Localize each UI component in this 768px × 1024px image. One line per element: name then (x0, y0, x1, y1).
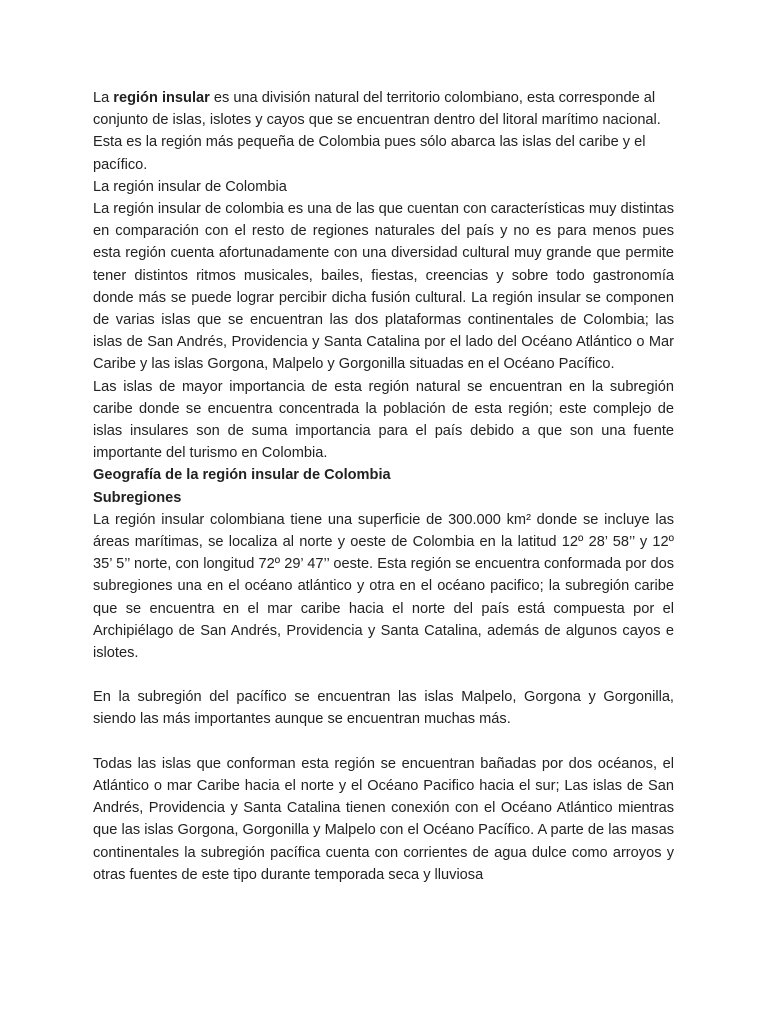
section2-title: Geografía de la región insular de Colombia (93, 467, 391, 484)
section1-paragraph-1: La región insular de colombia es una de las que cuentan con características muy distintas en comparación con el resto de regiones naturales del país y no es para menos pues esta región cuenta afortunadamente con una diversidad cultural muy grande que permite tener distintos ritmos musicales, bailes, fiestas, creencias y sobre todo gastronomía donde más se puede lograr percibir dicha fusión cultural. La región insular se componen de varias islas que se encuentran las dos plataformas continentales de Colombia; las islas de San Andrés, Providencia y Santa Catalina por el lado del Océano Atlántico o Mar Caribe y las islas Gorgona, Malpelo y Gorgonilla situadas en el Océano Pacífico. (93, 201, 674, 373)
section2-paragraph-1: La región insular colombiana tiene una superficie de 300.000 km² donde se incluye las áreas marítimas, se localiza al norte y oeste de Colombia en la latitud 12º 28’ 58’’ y 12º 35’ 5’’ norte, con longitud 72º 29’ 47’’ oeste. Esta región se encuentra conformada por dos subregiones una en el océano atlántico y otra en el océano pacifico; la subregión caribe que se encuentra en el mar caribe hacia el norte del país está compuesta por el Archipiélago de San Andrés, Providencia y Santa Catalina, además de algunos cayos e islotes. (93, 511, 674, 662)
section2-subtitle: Subregiones (93, 489, 182, 506)
intro-lead: La (93, 90, 114, 106)
intro-paragraph (93, 87, 674, 176)
section2-paragraph-3: Todas las islas que conforman esta región se encuentran bañadas por dos océanos, el Atlántico o mar Caribe hacia el norte y el Océano Pacifico hacia el sur; Las islas de San Andrés, Providencia y Santa Catalina tienen conexión con el Océano Atlántico mientras que las islas Gorgona, Gorgonilla y Malpelo con el Océano Pacífico. A parte de las masas continentales la subregión pacífica cuenta con corrientes de agua dulce como arroyos y otras fuentes de este tipo durante temporada seca y lluviosa (93, 755, 674, 883)
section1-title: La región insular de Colombia (93, 178, 287, 195)
section2-paragraph-2: En la subregión del pacífico se encuentran las islas Malpelo, Gorgona y Gorgonilla, siendo las más importantes aunque se encuentran muchas más. (93, 689, 674, 728)
intro-bold-term: región insular (113, 90, 210, 106)
document-page (93, 87, 674, 886)
intro-rest: es una división natural del territorio colombiano, esta corresponde al conjunto de islas, islotes y cayos que se encuentran dentro del litoral marítimo nacional. Esta es la región más pequeña de Colombia pues sólo abarca las islas del caribe y el pacífico. (93, 90, 661, 173)
section1-paragraph-2: Las islas de mayor importancia de esta región natural se encuentran en la subregión caribe donde se encuentra concentrada la población de esta región; este complejo de islas insulares son de suma importancia para el país debido a que son una fuente importante del turismo en Colombia. (93, 378, 674, 462)
